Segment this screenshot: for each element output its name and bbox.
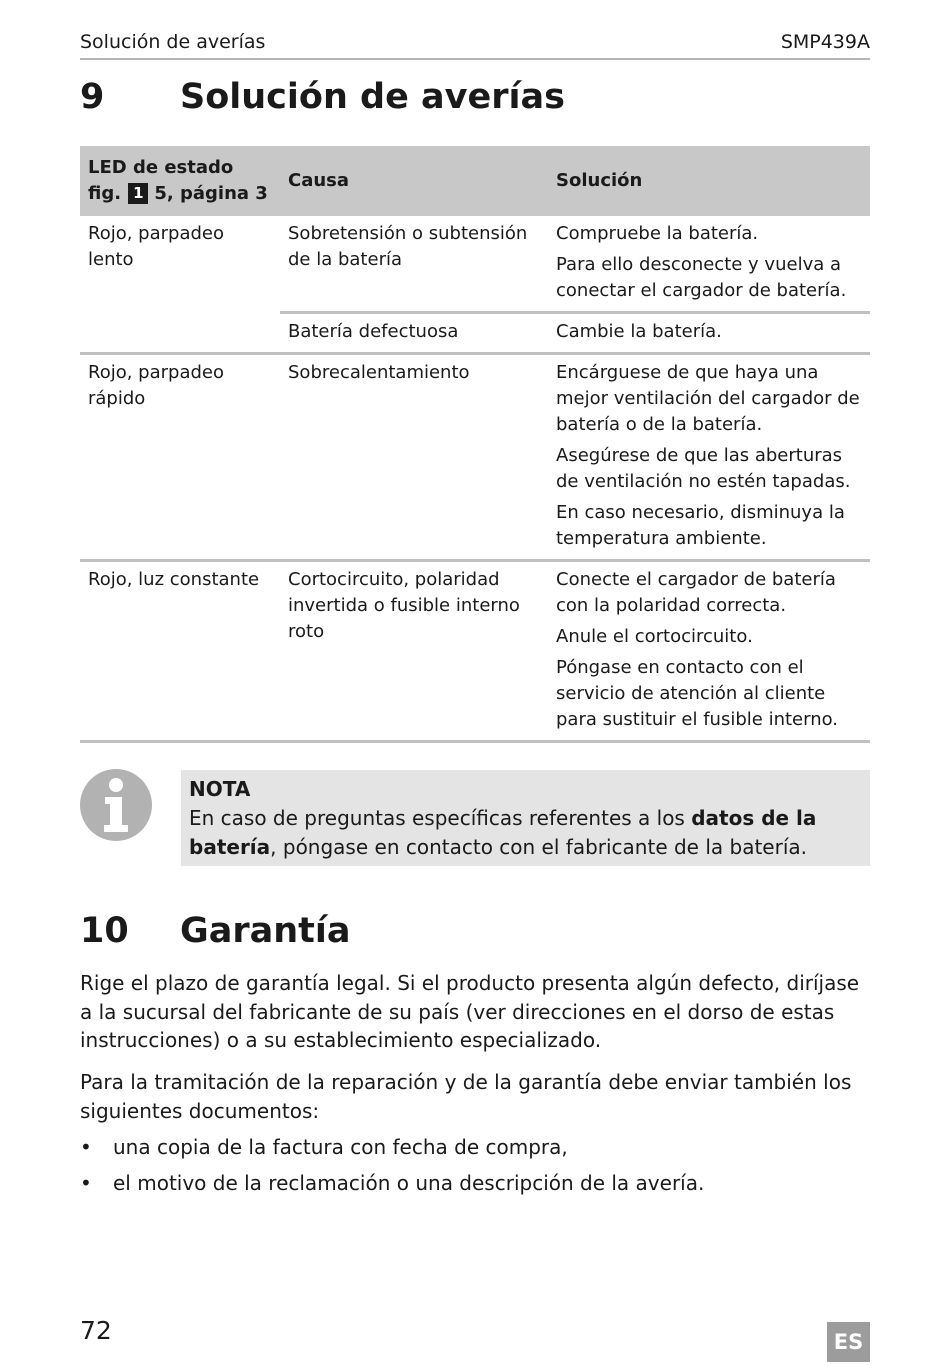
list-item-text: el motivo de la reclamación o una descripción de la avería. <box>113 1171 705 1195</box>
language-badge: ES <box>827 1322 870 1362</box>
solution-cell <box>548 561 870 742</box>
cause-cell: Cortocircuito, polaridad invertida o fusible interno roto <box>280 561 548 742</box>
running-header-model: SMP439A <box>780 31 870 53</box>
header-led-line1: LED de estado <box>88 157 234 178</box>
warranty-paragraph-1: Rige el plazo de garantía legal. Si el producto presenta algún defecto, diríjase a la sucursal del fabricante de su país (ver direcciones en el dorso de estas instrucciones) o a su establecimiento especializado. <box>80 971 860 1052</box>
led-cell <box>80 313 280 354</box>
solution-text: En caso necesario, disminuya la temperatura ambiente. <box>556 502 845 549</box>
cause-cell: Sobrecalentamiento <box>280 354 548 561</box>
header-led-fig-suffix: 5, página 3 <box>154 183 268 204</box>
note-text-bold: datos de la batería <box>189 806 817 859</box>
header-solution: Solución <box>548 146 870 216</box>
solution-text: Para ello desconecte y vuelva a conectar el cargador de batería. <box>556 254 847 301</box>
solution-text: Conecte el cargador de batería con la polaridad correcta. <box>556 569 836 616</box>
solution-text: Encárguese de que haya una mejor ventilación del cargador de batería o de la batería. <box>556 362 860 435</box>
section-10-heading <box>80 908 870 954</box>
note-text <box>189 804 862 862</box>
solution-cell <box>548 313 870 354</box>
section-10-number: 10 <box>80 911 129 951</box>
list-item <box>80 1133 870 1163</box>
note-text-before: En caso de preguntas específicas referentes a los <box>189 806 692 830</box>
warranty-paragraph-2: Para la tramitación de la reparación y de la garantía debe enviar también los siguientes documentos: <box>80 1070 852 1123</box>
table-row <box>80 561 870 742</box>
section-9-number: 9 <box>80 77 105 117</box>
section-9-heading <box>80 74 870 120</box>
solution-text: Compruebe la batería. <box>556 223 759 244</box>
note-title: NOTA <box>189 777 251 801</box>
table-row <box>80 354 870 561</box>
section-10-title: Garantía <box>180 911 351 951</box>
led-cell: Rojo, luz constante <box>80 561 280 742</box>
list-item-text: una copia de la factura con fecha de compra, <box>113 1135 568 1159</box>
bullet-symbol: • <box>80 1135 92 1159</box>
solution-text: Póngase en contacto con el servicio de atención al cliente para sustituir el fusible interno. <box>556 657 839 730</box>
solution-cell <box>548 216 870 313</box>
figure-number-badge: 1 <box>128 183 148 204</box>
header-cause: Causa <box>280 146 548 216</box>
solution-text: Cambie la batería. <box>556 321 722 342</box>
info-icon <box>80 769 152 841</box>
led-cell: Rojo, parpadeo rápido <box>80 354 280 561</box>
cause-cell: Batería defectuosa <box>280 313 548 354</box>
cause-cell: Sobretensión o subtensión de la batería <box>288 223 528 270</box>
section-9-title: Solución de averías <box>180 77 565 117</box>
table-row <box>80 216 870 313</box>
solution-text: Asegúrese de que las aberturas de ventilación no estén tapadas. <box>556 445 851 492</box>
page-number: 72 <box>80 1316 112 1345</box>
header-led-status <box>80 146 280 216</box>
solution-text: Anule el cortocircuito. <box>556 626 753 647</box>
running-header-section: Solución de averías <box>80 31 266 53</box>
table-header-row <box>80 146 870 216</box>
header-led-fig-prefix: fig. <box>88 183 122 204</box>
note-text-after: , póngase en contacto con el fabricante de la batería. <box>270 835 807 859</box>
note-box <box>181 770 870 866</box>
solution-cell <box>548 354 870 561</box>
bullet-symbol: • <box>80 1171 92 1195</box>
running-header <box>80 30 870 60</box>
table-row <box>80 313 870 354</box>
led-cell: Rojo, parpadeo lento <box>88 223 224 270</box>
list-item <box>80 1169 870 1199</box>
troubleshooting-table <box>80 146 870 743</box>
